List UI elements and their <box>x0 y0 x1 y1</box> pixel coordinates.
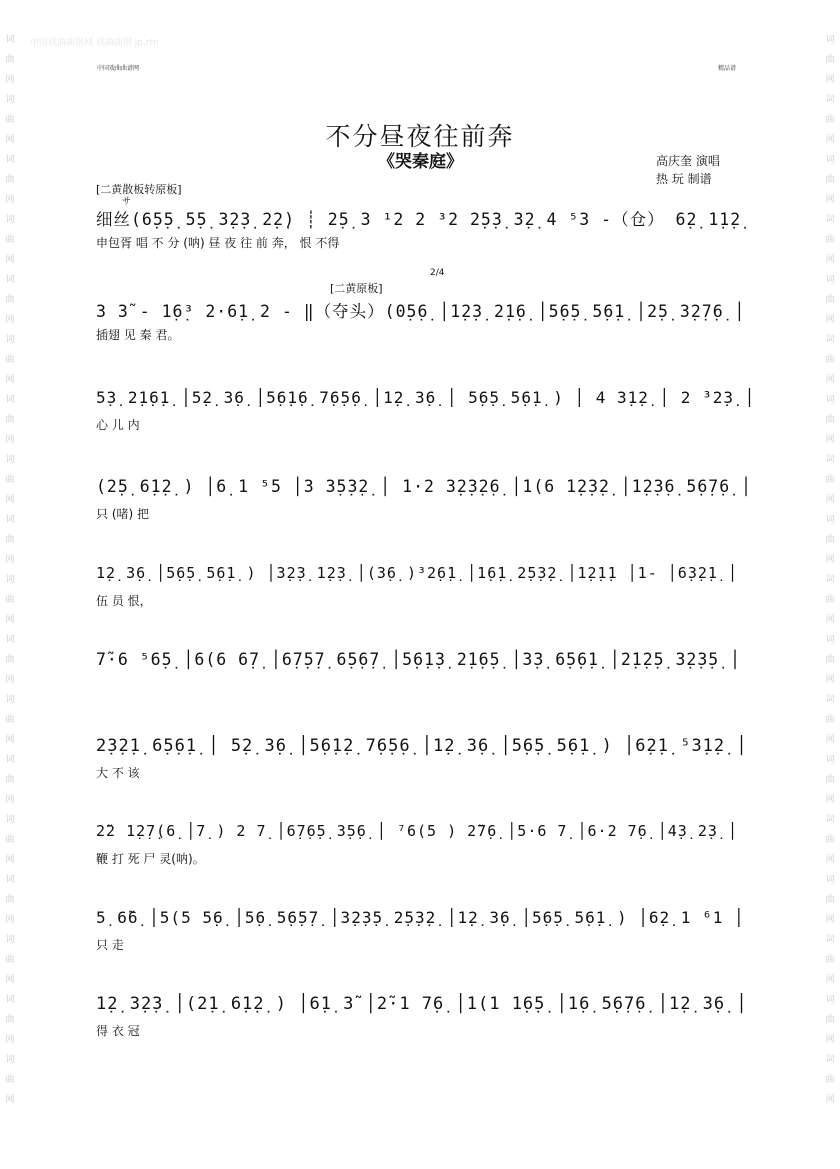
time-signature: 2/4 <box>430 268 445 278</box>
site-name-right: 精品谱 <box>718 65 737 72</box>
edge-watermark-char: 曲 <box>5 1015 15 1025</box>
edge-watermark-char: 网 <box>825 135 835 145</box>
edge-watermark-char: 网 <box>5 975 15 985</box>
edge-watermark-char: 曲 <box>825 415 835 425</box>
edge-watermark-char: 曲 <box>5 835 15 845</box>
edge-watermark-char: 曲 <box>825 535 835 545</box>
edge-watermark-char: 词 <box>825 35 835 45</box>
edge-watermark-char: 词 <box>825 935 835 945</box>
lyrics-line: 大 不 该 <box>96 766 140 780</box>
edge-watermark-char: 网 <box>5 615 15 625</box>
score-row <box>92 298 762 370</box>
edge-watermark-char: 词 <box>825 635 835 645</box>
edge-watermark-char: 网 <box>825 495 835 505</box>
edge-watermark-char: 词 <box>5 155 15 165</box>
score-row <box>92 206 762 278</box>
edge-watermark-char: 曲 <box>825 1015 835 1025</box>
edge-watermark-char: 网 <box>825 1095 835 1105</box>
edge-watermark-char: 曲 <box>825 775 835 785</box>
opera-subtitle: 《哭秦庭》 <box>378 152 463 172</box>
edge-watermark-char: 曲 <box>5 355 15 365</box>
edge-watermark-char: 词 <box>5 755 15 765</box>
edge-watermark-char: 网 <box>5 735 15 745</box>
edge-watermark-char: 网 <box>825 195 835 205</box>
edge-watermark-char: 网 <box>825 735 835 745</box>
edge-watermark-char: 词 <box>5 395 15 405</box>
intro-section-label: [二黄散板转原板] <box>96 183 182 196</box>
edge-watermark-char: 网 <box>825 555 835 565</box>
edge-watermark-char: 网 <box>825 675 835 685</box>
lyrics-line: 心 儿 内 <box>96 418 140 432</box>
score-row <box>92 650 762 722</box>
edge-watermark-char: 曲 <box>825 55 835 65</box>
edge-watermark-char: 网 <box>825 915 835 925</box>
edge-watermark-char: 网 <box>825 975 835 985</box>
edge-watermark-char: 曲 <box>5 415 15 425</box>
jianpu-notes: 1̣2̣ 3̣6̣ │5̣6̣5̣ 5̣6̣1̣ ) │3̣2̣3̣ 1̣2̣3̣ │(3̣6̣ )³2̣6̣1̣ │1̣6̣1̣ 2̣5̣3̣2̣ │1̣2̣1̣1 │1- │6̣3̣2̣1̣ │ <box>96 564 738 582</box>
edge-watermark-char: 词 <box>5 875 15 885</box>
edge-watermark-char: 曲 <box>5 715 15 725</box>
edge-watermark-char: 词 <box>825 875 835 885</box>
edge-watermark-char: 曲 <box>5 295 15 305</box>
edge-watermark-char: 曲 <box>825 1075 835 1085</box>
edge-watermark-char: 曲 <box>5 895 15 905</box>
edge-watermark-char: 词 <box>825 1055 835 1065</box>
edge-watermark-char: 网 <box>5 135 15 145</box>
right-edge-watermark <box>824 30 836 1110</box>
edge-watermark-char: 网 <box>825 795 835 805</box>
edge-watermark-char: 曲 <box>5 115 15 125</box>
edge-watermark-char: 网 <box>825 75 835 85</box>
edge-watermark-char: 曲 <box>5 775 15 785</box>
edge-watermark-char: 网 <box>5 795 15 805</box>
edge-watermark-char: 曲 <box>825 475 835 485</box>
score-row <box>92 388 762 460</box>
edge-watermark-char: 词 <box>825 95 835 105</box>
jianpu-notes: 7̃·6 ⁵6̣5̣ │6(6 6̣7̣ │6̣7̣5̣7̣ 6̣5̣6̣7̣ │5̣6̣1̣3̣ 2̣1̣6̣5̣ │3̣3̣ 6̣5̣6̣1̣ │2̣1̣2̣5̣ 3̣2̣3̣5̣ │ <box>96 650 742 669</box>
edge-watermark-char: 曲 <box>5 535 15 545</box>
edge-watermark-char: 词 <box>5 215 15 225</box>
edge-watermark-char: 曲 <box>825 835 835 845</box>
edge-watermark-char: 网 <box>825 255 835 265</box>
jianpu-notes: 5̣3̣ 2̣1̣6̣1̣ │5̣2̣ 3̣6̣ │5̣6̣1̣6̣ 7̣6̣5̣6̣ │1̣2̣ 3̣6̣ │ 5̣6̣5̣ 5̣6̣1̣ ) │ 4 3̣1̣2̣ │ 2 ³2̣3̣ │ <box>96 388 756 407</box>
credit-singer: 高庆奎 演唱 <box>656 154 720 168</box>
edge-watermark-char: 曲 <box>825 595 835 605</box>
jianpu-notes: 3 3̃ - 1̣6̣³ 2·6̣1̣ 2 - ‖（夺头）(0̣5̣6̣ │1̣2̣3̣ 2̣1̣6̣ │5̣6̣5̣ 5̣6̣1̣ │2̣5̣ 3̣2̣7̣6̣ │ <box>96 302 746 321</box>
jianpu-notes: (2̣5̣ 6̣1̣2̣ ) │6̣ 1 ⁵5 │3 3̣5̣3̣2̣ │ 1·2 3̣2̣3̣2̣6̣ │1(6 1̣2̣3̣2̣ │1̣2̣3̣6̣ 5̣6̣7̣6̣ │ <box>96 477 753 496</box>
jianpu-notes: 1̣2̣ 3̣2̣3̣ │(2̣1̣ 6̣1̣2̣ ) │6̣1̣ 3̃ │2̃·1 7̣6̣ │1(1 1̣6̣5̣ │1̣6̣ 5̣6̣7̣6̣ │1̣2̣ 3̣6̣ │ <box>96 994 748 1014</box>
credit-arranger: 热 玩 制谱 <box>656 172 712 186</box>
edge-watermark-char: 词 <box>5 695 15 705</box>
left-edge-watermark <box>4 30 16 1110</box>
edge-watermark-char: 曲 <box>825 715 835 725</box>
edge-watermark-char: 曲 <box>825 175 835 185</box>
lyrics-line: 插翅 见 秦 君。 <box>96 328 180 342</box>
edge-watermark-char: 曲 <box>825 655 835 665</box>
edge-watermark-char: 词 <box>825 815 835 825</box>
lyrics-line: 申包胥 唱 不 分 (呐) 昼 夜 往 前 奔， 恨 不得 <box>96 236 340 250</box>
edge-watermark-char: 曲 <box>825 355 835 365</box>
edge-watermark-char: 曲 <box>5 55 15 65</box>
lyrics-line: 得 衣 冠 <box>96 1024 140 1038</box>
lyrics-line: 只 (啫) 把 <box>96 507 149 521</box>
site-name-left: 中国戏曲曲谱网 <box>97 65 140 72</box>
lyrics-line: 只 走 <box>96 938 124 952</box>
edge-watermark-char: 词 <box>5 935 15 945</box>
jianpu-notes: 2̃2 1̣2̣7̣(6̣ │7̣ ) 2 7̣ │6̣7̣6̣5̣ 3̣5̣6̣ │ ⁷6(5 ) 2̃7̣6̣ │5·6 7̣ │6·2 7̣6̣ │4̣3̣ 2̣3̣ │ <box>96 822 738 840</box>
edge-watermark-char: 词 <box>825 155 835 165</box>
edge-watermark-char: 网 <box>825 375 835 385</box>
edge-watermark-char: 词 <box>825 335 835 345</box>
yuanban-section-label: [二黄原板] <box>330 282 383 295</box>
edge-watermark-char: 词 <box>5 455 15 465</box>
score-row <box>92 564 762 636</box>
edge-watermark-char: 词 <box>825 695 835 705</box>
edge-watermark-char: 词 <box>825 515 835 525</box>
edge-watermark-char: 网 <box>5 555 15 565</box>
edge-watermark-char: 曲 <box>825 895 835 905</box>
page-title: 不分昼夜往前奔 <box>325 122 515 151</box>
edge-watermark-char: 网 <box>5 1035 15 1045</box>
edge-watermark-char: 网 <box>5 495 15 505</box>
edge-watermark-char: 网 <box>5 915 15 925</box>
edge-watermark-char: 曲 <box>5 175 15 185</box>
score-row <box>92 477 762 549</box>
edge-watermark-char: 词 <box>5 515 15 525</box>
edge-watermark-char: 网 <box>5 375 15 385</box>
edge-watermark-char: 词 <box>5 95 15 105</box>
edge-watermark-char: 词 <box>825 455 835 465</box>
edge-watermark-char: 网 <box>825 435 835 445</box>
edge-watermark-char: 网 <box>5 315 15 325</box>
edge-watermark-char: 曲 <box>825 115 835 125</box>
edge-watermark-char: 网 <box>825 315 835 325</box>
edge-watermark-char: 词 <box>5 575 15 585</box>
edge-watermark-char: 网 <box>5 675 15 685</box>
edge-watermark-char: 词 <box>825 275 835 285</box>
edge-watermark-char: 曲 <box>5 955 15 965</box>
edge-watermark-char: 词 <box>5 1055 15 1065</box>
edge-watermark-char: 曲 <box>825 235 835 245</box>
edge-watermark-char: 曲 <box>5 1075 15 1085</box>
edge-watermark-char: 词 <box>5 35 15 45</box>
edge-watermark-char: 网 <box>5 1095 15 1105</box>
score-row <box>92 994 762 1066</box>
edge-watermark-char: 曲 <box>825 955 835 965</box>
edge-watermark-char: 网 <box>825 855 835 865</box>
score-row <box>92 908 762 980</box>
edge-watermark-char: 词 <box>825 215 835 225</box>
edge-watermark-char: 曲 <box>5 655 15 665</box>
sanban-mark: サ <box>122 197 132 207</box>
edge-watermark-char: 网 <box>5 75 15 85</box>
edge-watermark-char: 词 <box>825 755 835 765</box>
edge-watermark-char: 网 <box>825 1035 835 1045</box>
edge-watermark-char: 网 <box>5 195 15 205</box>
score-row <box>92 736 762 808</box>
edge-watermark-char: 网 <box>5 855 15 865</box>
edge-watermark-char: 网 <box>5 435 15 445</box>
edge-watermark-char: 词 <box>825 575 835 585</box>
score-row <box>92 822 762 894</box>
lyrics-line: 鞭 打 死 尸 灵(呐)。 <box>96 852 205 866</box>
edge-watermark-char: 曲 <box>825 295 835 305</box>
edge-watermark-char: 词 <box>5 995 15 1005</box>
edge-watermark-char: 词 <box>5 275 15 285</box>
edge-watermark-char: 曲 <box>5 235 15 245</box>
jianpu-notes: 5̣ 6̃6̣ │5(5 5̣6̣ │5̣6̣ 5̣6̣5̣7̣ │3̣2̣3̣5̣ 2̣5̣3̣2̣ │1̣2̣ 3̣6̣ │5̣6̣5̣ 5̣6̣1̣ ) │6̣2̣ 1 ⁶1 │ <box>96 908 745 927</box>
jianpu-notes: 细丝(6̣5̣5̣ 5̣5̣ 3̣2̣3̣ 2̣2̣) ┊ 2̣5̣ 3 ¹2 2 ³2 2̣5̣3̣ 3̣2̣ 4 ⁵3 -（仓） 6̣2̣ 1̣1̣2̣ <box>96 210 742 229</box>
top-faint-watermark: 中国戏曲曲谱网 戏曲曲谱 jp.rtn <box>30 38 159 48</box>
lyrics-line: 伍 员 恨， <box>96 594 152 608</box>
edge-watermark-char: 网 <box>5 255 15 265</box>
edge-watermark-char: 曲 <box>5 595 15 605</box>
edge-watermark-char: 词 <box>825 395 835 405</box>
edge-watermark-char: 网 <box>825 615 835 625</box>
edge-watermark-char: 词 <box>5 335 15 345</box>
jianpu-notes: 2̣3̣2̣1̣ 6̣5̣6̣1̣ │ 5̣2̣ 3̣6̣ │5̣6̣1̣2̣ 7̣6̣5̣6̣ │1̣2̣ 3̣6̣ │5̣6̣5̣ 5̣6̣1̣ ) │6̣2̣1̣ ⁵3̣1̣2̣ │ <box>96 736 748 756</box>
edge-watermark-char: 词 <box>5 815 15 825</box>
edge-watermark-char: 词 <box>825 995 835 1005</box>
edge-watermark-char: 词 <box>5 635 15 645</box>
edge-watermark-char: 曲 <box>5 475 15 485</box>
